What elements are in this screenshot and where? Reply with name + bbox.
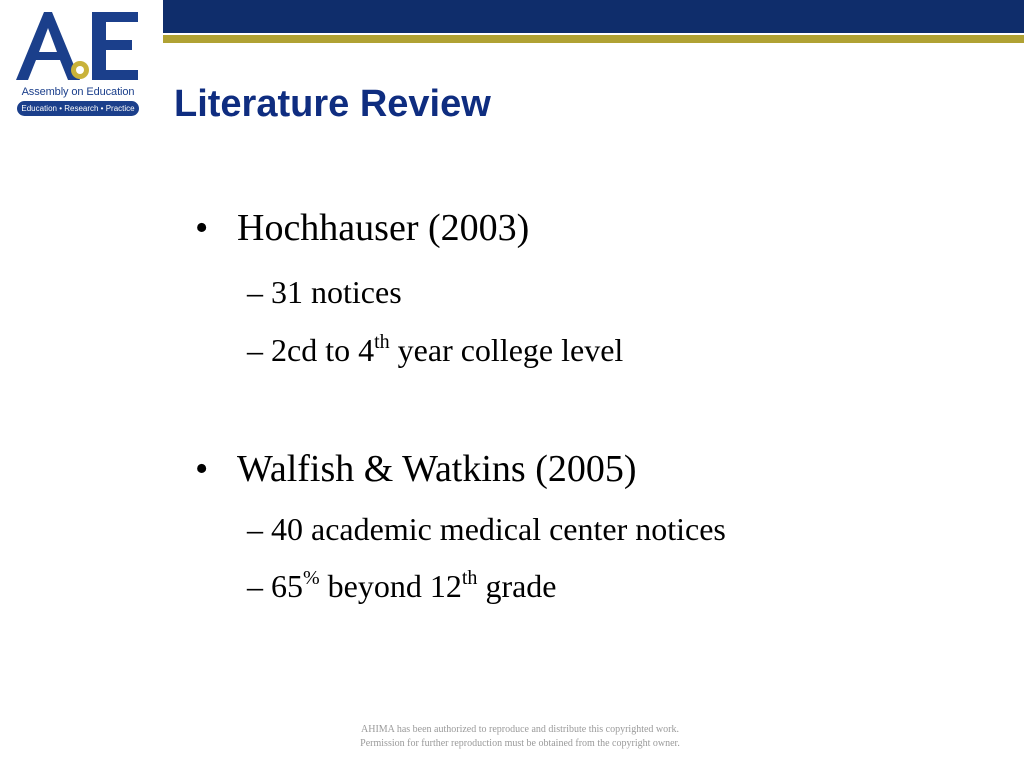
sub-item-text-cont: grade [477, 568, 557, 604]
sub-item [247, 330, 623, 370]
logo-caption: Assembly on Education [21, 86, 135, 98]
logo-tagline: Education • Research • Practice [17, 101, 139, 116]
bullet-marker: • [195, 448, 209, 490]
copyright-footer [290, 723, 750, 751]
superscript: th [461, 567, 478, 589]
superscript: % [303, 567, 320, 589]
sub-item-text: – 31 notices [247, 274, 402, 310]
sub-item-text: – 40 academic medical center notices [247, 511, 726, 547]
bullet-item [195, 446, 637, 492]
sub-item-text: – 65 [247, 568, 303, 604]
footer-line-2: Permission for further reproduction must be obtained from the copyright owner. [360, 738, 680, 749]
bullet-text: Walfish & Watkins (2005) [237, 448, 637, 490]
aoe-logo-mark [14, 6, 142, 88]
bullet-item [195, 205, 529, 251]
header-navy-band [163, 0, 1024, 33]
sub-item [247, 566, 557, 606]
bullet-marker: • [195, 207, 209, 249]
slide-title: Literature Review [174, 83, 491, 125]
sub-item-text: – 2cd to 4 [247, 332, 375, 368]
footer-line-1: AHIMA has been authorized to reproduce and distribute this copyrighted work. [361, 724, 679, 735]
bullet-text: Hochhauser (2003) [237, 207, 530, 249]
sub-item [247, 509, 726, 549]
superscript: th [374, 331, 390, 353]
aoe-logo [14, 6, 142, 116]
header-gold-band [163, 35, 1024, 43]
sub-item [247, 272, 402, 312]
sub-item-text-cont: year college level [389, 332, 624, 368]
sub-item-text-cont: beyond 12 [319, 568, 462, 604]
